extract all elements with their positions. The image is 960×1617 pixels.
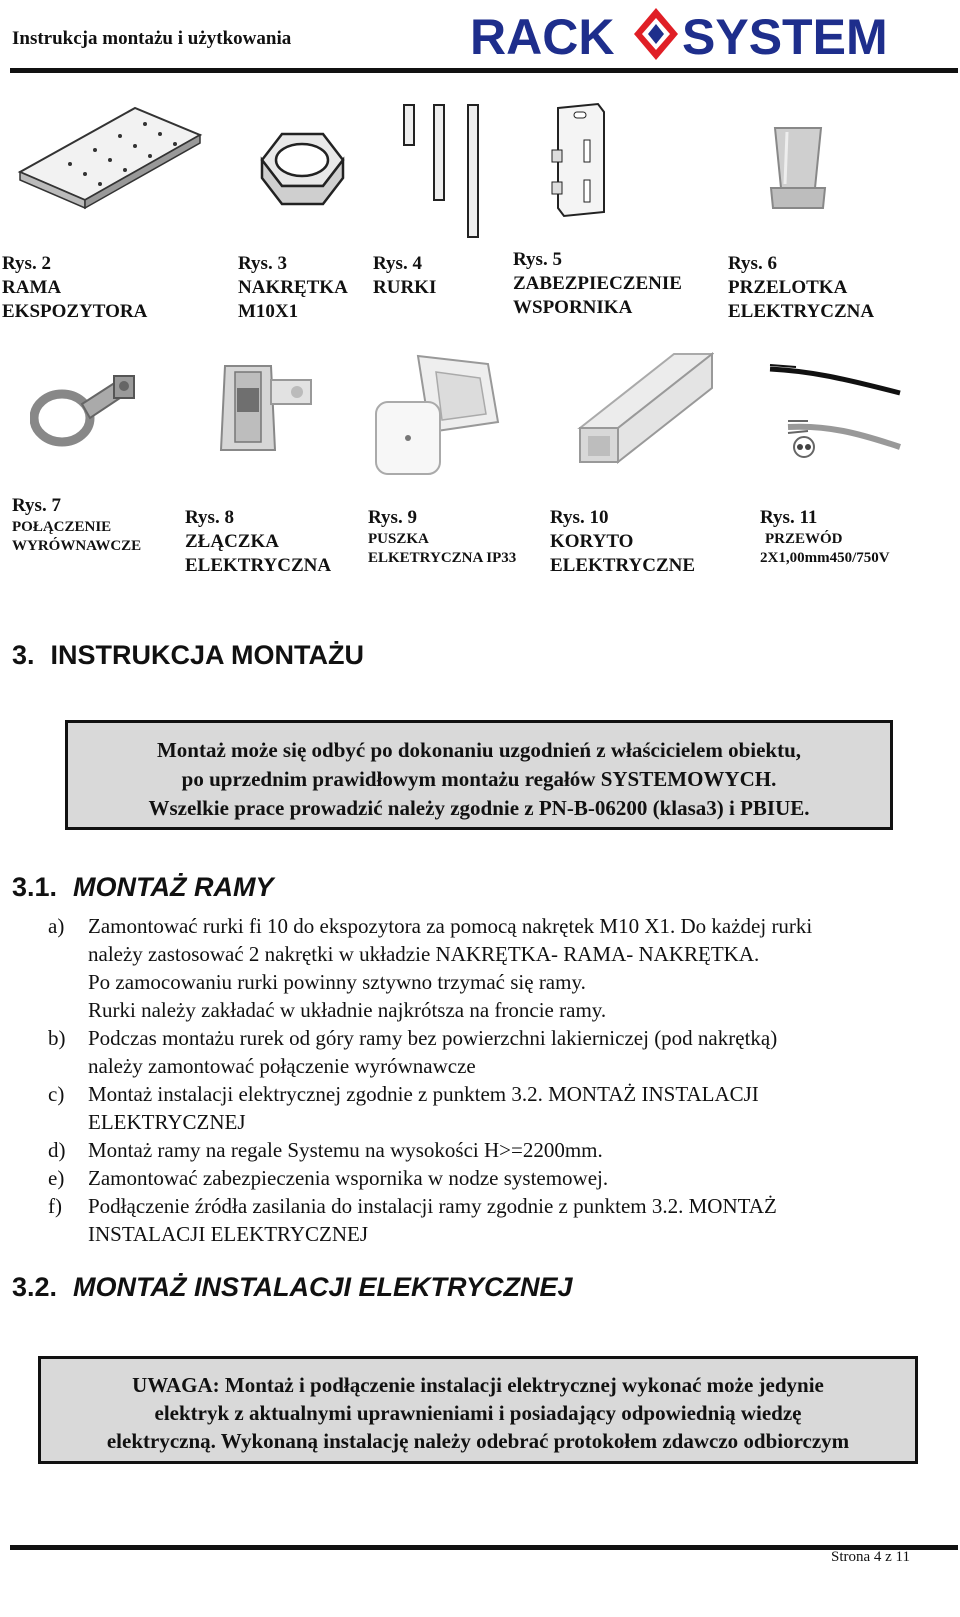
page-number: Strona 4 z 11 xyxy=(830,1549,910,1565)
caption-rys-2: Rys. 2 RAMA EKSPOZYTORA xyxy=(2,253,148,322)
notice-box-installation: Montaż może się odbyć po dokonaniu uzgodnień z właścicielem obiektu, po uprzednim prawidłowym montażu regałów SYSTEMOWYCH. Wszelkie prace prowadzić należy zgodnie z PN-B-06200 (klasa3) i PBIUE. xyxy=(65,720,893,830)
list-item: c) Montaż instalacji elektrycznej zgodnie z punktem 3.2. MONTAŻ INSTALACJI ELEKTRYCZNEJ xyxy=(48,1082,759,1134)
section-heading-3-1: 3.1. MONTAŻ RAMY xyxy=(12,872,274,902)
caption-rys-9: Rys. 9 PUSZKA ELKETRYCZNA IP33 xyxy=(368,507,517,566)
hex-nut-icon xyxy=(240,120,365,215)
caption-rys-6: Rys. 6 PRZELOTKA ELEKTRYCZNA xyxy=(728,253,875,322)
caption-rys-7: Rys. 7 POŁĄCZENIE WYRÓWNAWCZE xyxy=(12,495,142,554)
junction-box-icon xyxy=(372,350,502,480)
caption-rys-5: Rys. 5 ZABEZPIECZENIE WSPORNIKA xyxy=(513,249,682,318)
list-item: b) Podczas montażu rurek od góry ramy bez powierzchni lakierniczej (pod nakrętką) należy zamontować połączenie wyrównawcze xyxy=(48,1026,778,1078)
caption-rys-8: Rys. 8 ZŁĄCZKA ELEKTRYCZNA xyxy=(185,507,332,576)
racksystem-logo xyxy=(470,6,958,66)
header-rule xyxy=(10,68,958,73)
notice-box-warning: UWAGA: Montaż i podłączenie instalacji elektrycznej wykonać może jedynie elektryk z aktualnymi uprawnieniami i posiadający odpowiednią wiedzę elektryczną. Wykonaną instalację należy odebrać protokołem zdawczo odbiorczym xyxy=(38,1356,918,1464)
logo-text-rack: RACK xyxy=(470,9,615,65)
caption-rys-3: Rys. 3 NAKRĘTKA M10X1 xyxy=(238,253,348,322)
cable-icon xyxy=(768,355,906,465)
list-item: e) Zamontować zabezpieczenia wspornika w nodze systemowej. xyxy=(48,1166,609,1190)
cable-trunking-icon xyxy=(572,350,714,465)
connector-icon xyxy=(215,358,320,458)
list-item: f) Podłączenie źródła zasilania do instalacji ramy zgodnie z punktem 3.2. MONTAŻ INSTALACJI ELEKTRYCZNEJ xyxy=(48,1194,777,1246)
logo-diamond-icon xyxy=(634,8,678,60)
section-heading-3: 3. INSTRUKCJA MONTAŻU xyxy=(12,640,365,670)
logo-text-system: SYSTEM xyxy=(682,9,888,65)
grommet-icon xyxy=(765,118,831,218)
caption-rys-10: Rys. 10 KORYTO ELEKTRYCZNE xyxy=(550,507,696,576)
caption-rys-4: Rys. 4 RURKI xyxy=(373,253,437,298)
list-item: d) Montaż ramy na regale Systemu na wysokości H>=2200mm. xyxy=(48,1138,603,1162)
document-header-title: Instrukcja montażu i użytkowania xyxy=(12,28,292,49)
frame-assembly-steps xyxy=(48,912,948,1248)
list-item: a) Zamontować rurki fi 10 do ekspozytora za pomocą nakrętek M10 X1. Do każdej rurki należy zastosować 2 nakrętki w układzie NAKRĘTKA- RAMA- NAKRĘTKA. Po zamocowaniu rurki powinny sztywno trzymać się ramy. Rurki należy zakładać w układnie najkrótsza na froncie ramy. xyxy=(48,914,813,1022)
section-heading-3-2: 3.2. MONTAŻ INSTALACJI ELEKTRYCZNEJ xyxy=(12,1272,573,1302)
ground-lug-icon xyxy=(30,360,145,455)
footer-rule xyxy=(10,1545,958,1550)
caption-rys-11: Rys. 11 PRZEWÓD 2X1,00mm450/750V xyxy=(760,507,890,566)
bracket-icon xyxy=(550,100,612,220)
tubes-icon xyxy=(398,100,488,240)
frame-tray-icon xyxy=(10,100,210,220)
